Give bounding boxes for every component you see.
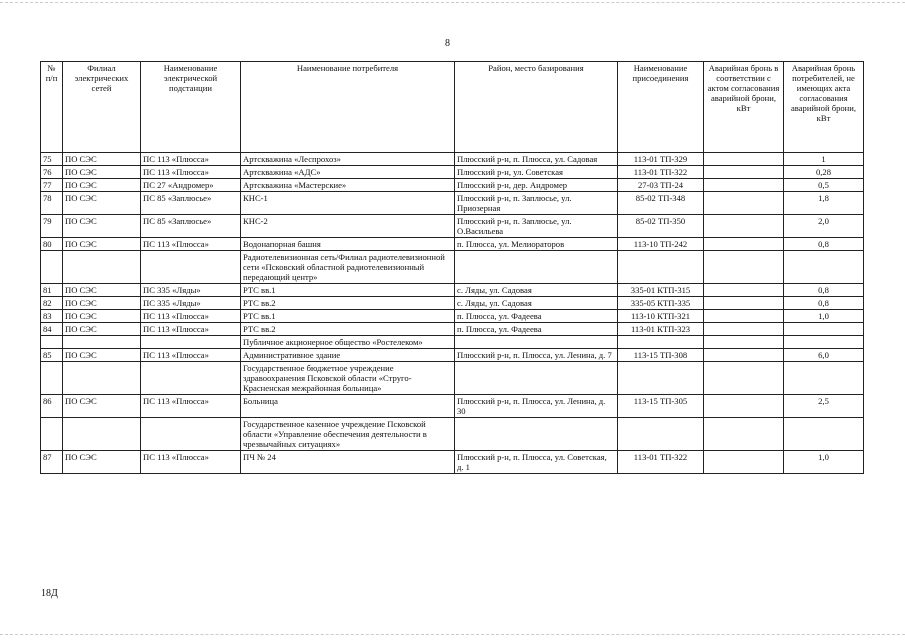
branch-cell: ПО СЭС	[63, 451, 141, 474]
consumer-cell: Административное здание	[241, 349, 455, 362]
header-cell: Район, место базирования	[455, 62, 618, 153]
consumer-cell: Артскважина «Леспрохоз»	[241, 153, 455, 166]
connection-cell: 113-15 ТП-308	[618, 349, 704, 362]
row-number: 81	[41, 284, 63, 297]
header-cell: Наименование потребителя	[241, 62, 455, 153]
branch-cell: ПО СЭС	[63, 238, 141, 251]
substation-cell: ПС 113 «Плюсса»	[141, 238, 241, 251]
header-cell: Аварийная бронь потребителей, не имеющих акта согласования аварийной брони, кВт	[784, 62, 864, 153]
table-row	[41, 215, 864, 238]
row-number: 85	[41, 349, 63, 362]
table-row	[41, 192, 864, 215]
no-act-reserve-cell: 0,5	[784, 179, 864, 192]
branch-cell: ПО СЭС	[63, 297, 141, 310]
header-cell: Наименование электрической подстанции	[141, 62, 241, 153]
consumer-cell: Артскважина «АДС»	[241, 166, 455, 179]
consumer-cell: РТС вв.2	[241, 323, 455, 336]
consumer-cell: Публичное акционерное общество «Ростелеком»	[241, 336, 455, 349]
act-reserve-cell	[704, 192, 784, 215]
substation-cell	[141, 336, 241, 349]
row-number: 76	[41, 166, 63, 179]
substation-cell: ПС 113 «Плюсса»	[141, 323, 241, 336]
no-act-reserve-cell: 0,8	[784, 297, 864, 310]
consumer-cell: Государственное казенное учреждение Псковской области «Управление обеспечения деятельности в чрезвычайных ситуациях»	[241, 418, 455, 451]
no-act-reserve-cell: 2,5	[784, 395, 864, 418]
row-number: 87	[41, 451, 63, 474]
table-row	[41, 323, 864, 336]
location-cell: Плюсский р-н, п. Плюсса, ул. Ленина, д. 7	[455, 349, 618, 362]
connection-cell	[618, 362, 704, 395]
substation-cell: ПС 113 «Плюсса»	[141, 451, 241, 474]
row-number: 83	[41, 310, 63, 323]
branch-cell: ПО СЭС	[63, 284, 141, 297]
no-act-reserve-cell: 6,0	[784, 349, 864, 362]
no-act-reserve-cell: 1,0	[784, 451, 864, 474]
branch-cell	[63, 336, 141, 349]
table-row	[41, 451, 864, 474]
act-reserve-cell	[704, 153, 784, 166]
act-reserve-cell	[704, 284, 784, 297]
branch-cell: ПО СЭС	[63, 323, 141, 336]
act-reserve-cell	[704, 451, 784, 474]
location-cell	[455, 336, 618, 349]
connection-cell: 335-05 КТП-335	[618, 297, 704, 310]
connection-cell: 27-03 ТП-24	[618, 179, 704, 192]
row-number	[41, 251, 63, 284]
table-row	[41, 297, 864, 310]
branch-cell: ПО СЭС	[63, 192, 141, 215]
connection-cell: 113-10 ТП-242	[618, 238, 704, 251]
scan-edge-bottom	[0, 634, 905, 635]
location-cell	[455, 251, 618, 284]
no-act-reserve-cell: 0,8	[784, 238, 864, 251]
organization-row	[41, 336, 864, 349]
no-act-reserve-cell	[784, 323, 864, 336]
row-number: 79	[41, 215, 63, 238]
table-row	[41, 310, 864, 323]
substation-cell: ПС 335 «Ляды»	[141, 284, 241, 297]
no-act-reserve-cell: 2,0	[784, 215, 864, 238]
connection-cell	[618, 251, 704, 284]
substation-cell: ПС 113 «Плюсса»	[141, 395, 241, 418]
location-cell: Плюсский р-н, п. Плюсса, ул. Садовая	[455, 153, 618, 166]
act-reserve-cell	[704, 418, 784, 451]
act-reserve-cell	[704, 349, 784, 362]
header-cell: Филиал электрических сетей	[63, 62, 141, 153]
header-cell: Аварийная бронь в соответствии с актом согласования аварийной брони, кВт	[704, 62, 784, 153]
act-reserve-cell	[704, 297, 784, 310]
no-act-reserve-cell	[784, 251, 864, 284]
substation-cell: ПС 85 «Заплюсье»	[141, 215, 241, 238]
consumer-cell: Водонапорная башня	[241, 238, 455, 251]
header-cell: Наименование присоединения	[618, 62, 704, 153]
substation-cell: ПС 113 «Плюсса»	[141, 310, 241, 323]
location-cell: п. Плюсса, ул. Фадеева	[455, 310, 618, 323]
table-row	[41, 166, 864, 179]
page-number: 8	[445, 38, 450, 49]
location-cell: Плюсский р-н, п. Заплюсье, ул. Приозерная	[455, 192, 618, 215]
connection-cell: 113-01 ТП-322	[618, 451, 704, 474]
act-reserve-cell	[704, 215, 784, 238]
substation-cell: ПС 113 «Плюсса»	[141, 153, 241, 166]
branch-cell	[63, 418, 141, 451]
connection-cell: 113-15 ТП-305	[618, 395, 704, 418]
consumer-cell: РТС вв.1	[241, 284, 455, 297]
no-act-reserve-cell	[784, 418, 864, 451]
connection-cell: 113-01 КТП-323	[618, 323, 704, 336]
substation-cell: ПС 113 «Плюсса»	[141, 349, 241, 362]
table-row	[41, 284, 864, 297]
connection-cell	[618, 336, 704, 349]
connection-cell: 335-01 КТП-315	[618, 284, 704, 297]
location-cell	[455, 362, 618, 395]
consumer-cell: Артскважина «Мастерские»	[241, 179, 455, 192]
location-cell: Плюсский р-н, ул. Советская	[455, 166, 618, 179]
location-cell: п. Плюсса, ул. Фадеева	[455, 323, 618, 336]
organization-row	[41, 251, 864, 284]
substation-cell: ПС 335 «Ляды»	[141, 297, 241, 310]
connection-cell: 113-01 ТП-329	[618, 153, 704, 166]
row-number: 80	[41, 238, 63, 251]
table-row	[41, 238, 864, 251]
act-reserve-cell	[704, 323, 784, 336]
emergency-reserve-table	[40, 61, 864, 474]
branch-cell: ПО СЭС	[63, 215, 141, 238]
substation-cell	[141, 418, 241, 451]
location-cell: Плюсский р-н, п. Заплюсье, ул. О.Васильева	[455, 215, 618, 238]
row-number: 78	[41, 192, 63, 215]
consumer-cell: ПЧ № 24	[241, 451, 455, 474]
branch-cell: ПО СЭС	[63, 153, 141, 166]
location-cell: Плюсский р-н, п. Плюсса, ул. Ленина, д. 30	[455, 395, 618, 418]
consumer-cell: РТС вв.2	[241, 297, 455, 310]
act-reserve-cell	[704, 179, 784, 192]
header-row	[41, 62, 864, 153]
footer-code: 18Д	[41, 588, 58, 599]
branch-cell	[63, 362, 141, 395]
header-cell: № п/п	[41, 62, 63, 153]
location-cell: Плюсский р-н, п. Плюсса, ул. Советская, д. 1	[455, 451, 618, 474]
act-reserve-cell	[704, 238, 784, 251]
row-number: 82	[41, 297, 63, 310]
row-number: 84	[41, 323, 63, 336]
no-act-reserve-cell: 1,8	[784, 192, 864, 215]
scan-edge-top	[0, 2, 905, 3]
table-row	[41, 179, 864, 192]
connection-cell: 113-01 ТП-322	[618, 166, 704, 179]
connection-cell: 113-10 КТП-321	[618, 310, 704, 323]
substation-cell: ПС 113 «Плюсса»	[141, 166, 241, 179]
act-reserve-cell	[704, 166, 784, 179]
location-cell: с. Ляды, ул. Садовая	[455, 297, 618, 310]
act-reserve-cell	[704, 395, 784, 418]
branch-cell: ПО СЭС	[63, 395, 141, 418]
organization-row	[41, 362, 864, 395]
consumer-cell: КНС-1	[241, 192, 455, 215]
row-number	[41, 418, 63, 451]
table-row	[41, 349, 864, 362]
table-row	[41, 395, 864, 418]
connection-cell: 85-02 ТП-350	[618, 215, 704, 238]
row-number: 86	[41, 395, 63, 418]
location-cell: с. Ляды, ул. Садовая	[455, 284, 618, 297]
substation-cell: ПС 85 «Заплюсье»	[141, 192, 241, 215]
branch-cell	[63, 251, 141, 284]
no-act-reserve-cell: 0,28	[784, 166, 864, 179]
row-number	[41, 362, 63, 395]
table-row	[41, 153, 864, 166]
location-cell: Плюсский р-н, дер. Андромер	[455, 179, 618, 192]
organization-row	[41, 418, 864, 451]
consumer-cell: Больница	[241, 395, 455, 418]
no-act-reserve-cell: 0,8	[784, 284, 864, 297]
act-reserve-cell	[704, 362, 784, 395]
consumer-cell: РТС вв.1	[241, 310, 455, 323]
connection-cell: 85-02 ТП-348	[618, 192, 704, 215]
location-cell	[455, 418, 618, 451]
no-act-reserve-cell: 1	[784, 153, 864, 166]
row-number	[41, 336, 63, 349]
consumer-cell: Государственное бюджетное учреждение здравоохранения Псковской области «Струго-Красненская межрайонная больница»	[241, 362, 455, 395]
consumer-cell: КНС-2	[241, 215, 455, 238]
table-body	[41, 153, 864, 474]
branch-cell: ПО СЭС	[63, 349, 141, 362]
consumer-cell: Радиотелевизионная сеть/Филиал радиотелевизионной сети «Псковский областной радиотелевизионный передающий центр»	[241, 251, 455, 284]
branch-cell: ПО СЭС	[63, 179, 141, 192]
connection-cell	[618, 418, 704, 451]
substation-cell: ПС 27 «Андромер»	[141, 179, 241, 192]
act-reserve-cell	[704, 251, 784, 284]
substation-cell	[141, 362, 241, 395]
no-act-reserve-cell	[784, 336, 864, 349]
branch-cell: ПО СЭС	[63, 166, 141, 179]
row-number: 75	[41, 153, 63, 166]
no-act-reserve-cell: 1,0	[784, 310, 864, 323]
act-reserve-cell	[704, 336, 784, 349]
row-number: 77	[41, 179, 63, 192]
act-reserve-cell	[704, 310, 784, 323]
substation-cell	[141, 251, 241, 284]
location-cell: п. Плюсса, ул. Мелиораторов	[455, 238, 618, 251]
no-act-reserve-cell	[784, 362, 864, 395]
branch-cell: ПО СЭС	[63, 310, 141, 323]
